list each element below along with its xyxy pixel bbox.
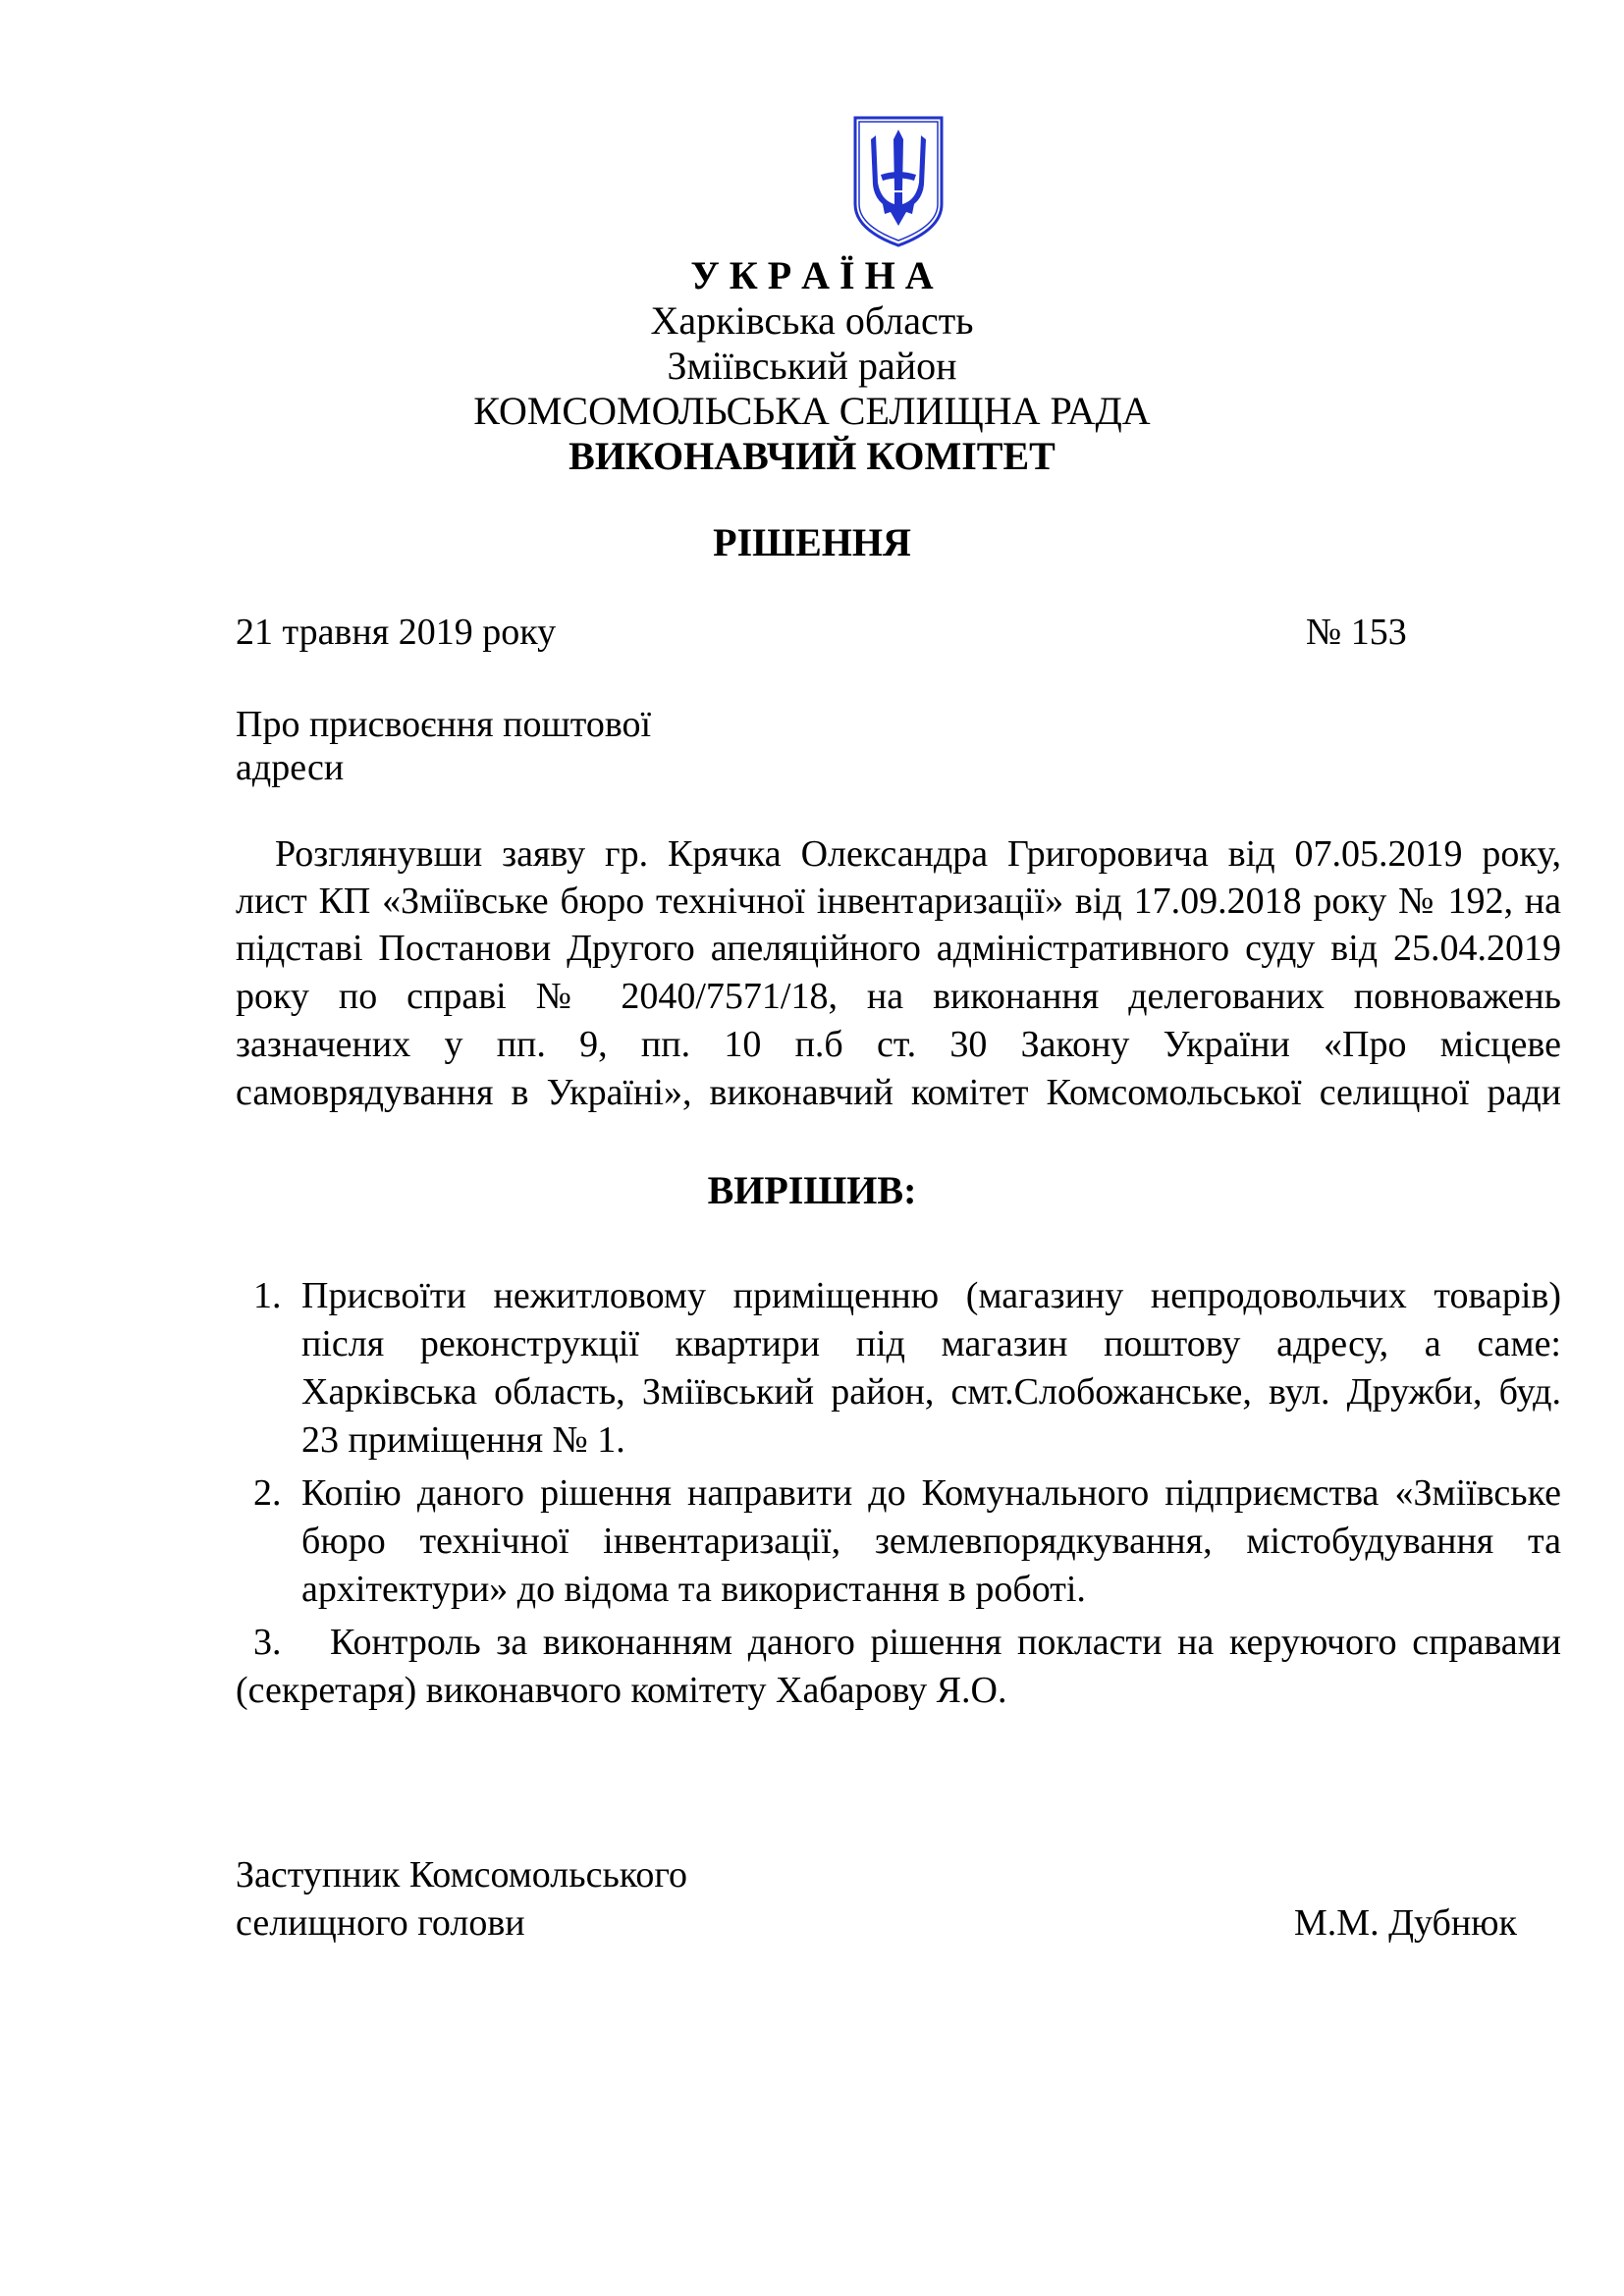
item-line: Присвоїти нежитловому приміщенню (магазину непродовольчих товарів) xyxy=(301,1275,1561,1316)
item-line: Харківська область, Зміївський район, смт.Слобожанське, вул. Дружби, буд. xyxy=(301,1371,1561,1413)
subject-line-1: Про присвоєння поштової xyxy=(236,704,652,745)
item-number: 3. xyxy=(253,1622,282,1663)
raion-name: Зміївський район xyxy=(667,344,957,388)
item-line: Копію даного рішення направити до Комунального підприємства «Зміївське xyxy=(301,1472,1561,1514)
signatory-name: М.М. Дубнюк xyxy=(1294,1902,1518,1944)
item-line: Контроль за виконанням даного рішення покласти на керуючого справами xyxy=(330,1622,1561,1663)
document-date: 21 травня 2019 року xyxy=(236,612,557,653)
preamble-line: року по справі № 2040/7571/18, на виконання делегованих повноважень xyxy=(236,976,1561,1017)
item-number: 2. xyxy=(253,1472,282,1514)
preamble-line: підставі Постанови Другого апеляційного адміністративного суду від 25.04.2019 xyxy=(236,928,1561,969)
signatory-position: селищного голови xyxy=(236,1902,525,1944)
document-type: РІШЕННЯ xyxy=(713,520,911,564)
trident-coat-of-arms-icon xyxy=(851,114,946,249)
item-line: (секретаря) виконавчого комітету Хабарову Я.О. xyxy=(236,1670,1007,1711)
oblast-name: Харківська область xyxy=(650,298,974,343)
decision-heading: ВИРІШИВ: xyxy=(707,1168,917,1212)
country-name: У К Р А Ї Н А xyxy=(690,253,934,297)
item-number: 1. xyxy=(253,1275,282,1316)
committee-name: ВИКОНАВЧИЙ КОМІТЕТ xyxy=(568,434,1056,478)
item-line: після реконструкції квартири під магазин поштову адресу, а саме: xyxy=(301,1323,1561,1364)
preamble-line: Розглянувши заяву гр. Крячка Олександра Григоровича від 07.05.2019 року, xyxy=(275,833,1561,875)
subject-line-2: адреси xyxy=(236,747,345,788)
signatory-position: Заступник Комсомольського xyxy=(236,1854,687,1896)
preamble-line: лист КП «Зміївське бюро технічної інвентаризації» від 17.09.2018 року № 192, на xyxy=(236,881,1561,922)
item-line: архітектури» до відома та використання в роботі. xyxy=(301,1569,1086,1610)
item-line: 23 приміщення № 1. xyxy=(301,1419,625,1461)
council-name: КОМСОМОЛЬСЬКА СЕЛИЩНА РАДА xyxy=(473,389,1151,433)
item-line: бюро технічної інвентаризації, землевпорядкування, містобудування та xyxy=(301,1521,1561,1562)
preamble-line: самоврядування в Україні», виконавчий комітет Комсомольської селищної ради xyxy=(236,1072,1561,1113)
preamble-line: зазначених у пп. 9, пп. 10 п.б ст. 30 Закону України «Про місцеве xyxy=(236,1024,1561,1065)
document-number: № 153 xyxy=(1306,612,1407,653)
